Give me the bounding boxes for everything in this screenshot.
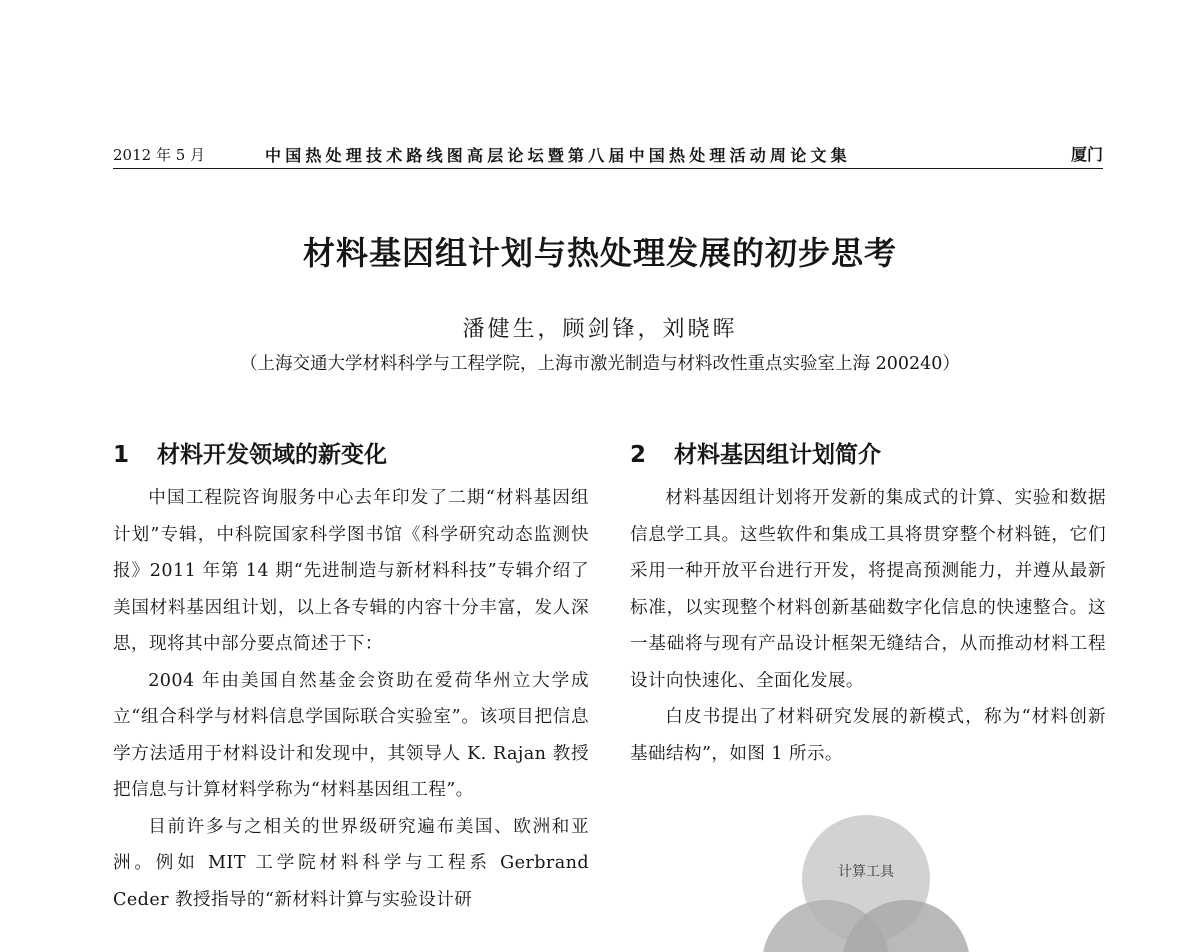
section-1-number: 1	[113, 442, 130, 468]
section-2-heading	[630, 436, 1106, 470]
venn-svg	[740, 812, 980, 952]
section-2-title: 材料基因组计划简介	[674, 442, 881, 468]
figure-1-venn-diagram	[740, 812, 980, 952]
section-2-paragraph-2: 白皮书提出了材料研究发展的新模式，称为“材料创新基础结构”，如图 1 所示。	[630, 707, 1106, 764]
section-1-paragraph-2: 2004 年由美国自然基金会资助在爱荷华州立大学成立“组合科学与材料信息学国际联合实验室”。该项目把信息学方法适用于材料设计和发现中，其领导人 K. Rajan 教授把信息与计算材料学称为“材料基因组工程”。	[113, 670, 589, 800]
paper-title: 材料基因组计划与热处理发展的初步思考	[302, 234, 897, 272]
column-left	[113, 436, 589, 918]
running-head-city: 厦门	[1070, 145, 1103, 164]
section-1-paragraph-3: 目前许多与之相关的世界级研究遍布美国、欧洲和亚洲。例如 MIT 工学院材料科学与工程系 Gerbrand Ceder 教授指导的“新材料计算与实验设计研	[113, 816, 589, 910]
running-head-date: 2012 年 5 月	[113, 146, 206, 164]
venn-label-computation-tools: 计算工具	[838, 864, 894, 880]
section-1-title: 材料开发领域的新变化	[157, 442, 387, 468]
section-1-heading	[113, 436, 589, 470]
section-2-number: 2	[630, 442, 647, 468]
paper-authors: 潘健生，顾剑锋，刘晓晖	[462, 317, 738, 342]
section-1-paragraph-1: 中国工程院咨询服务中心去年印发了二期“材料基因组计划”专辑，中科院国家科学图书馆《科学研究动态监测快报》2011 年第 14 期“先进制造与新材料科技”专辑介绍了美国材料基因组计划，以上各专辑的内容十分丰富，发人深思，现将其中部分要点简述于下：	[113, 488, 589, 654]
running-head	[113, 138, 1103, 169]
running-head-conference: 中国热处理技术路线图高层论坛暨第八届中国热处理活动周论文集	[265, 146, 851, 165]
section-2-paragraph-1: 材料基因组计划将开发新的集成式的计算、实验和数据信息学工具。这些软件和集成工具将贯穿整个材料链，它们采用一种开放平台进行开发，将提高预测能力，并遵从最新标准，以实现整个材料创新基础数字化信息的快速整合。这一基础将与现有产品设计框架无缝结合，从而推动材料工程设计向快速化、全面化发展。	[630, 488, 1106, 691]
paper-affiliation: （上海交通大学材料科学与工程学院，上海市激光制造与材料改性重点实验室上海 200240）	[240, 354, 960, 374]
column-right	[630, 436, 1106, 772]
